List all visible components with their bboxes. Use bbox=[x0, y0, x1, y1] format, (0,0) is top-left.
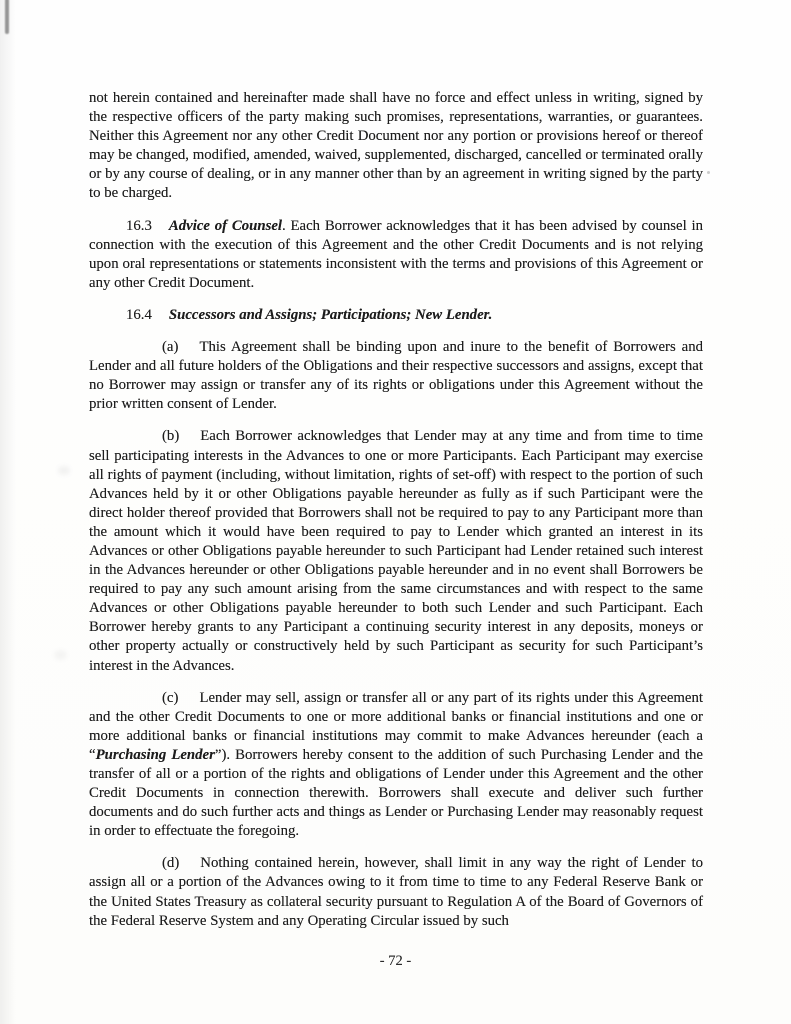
paragraph-text: Lender may sell, assign or transfer all or any part of its rights under this Agreement and the other Credit Documents to one or more additional banks or financial institutions and one or more additional banks or financial institutions may commit to make Advances hereunder (each a “ bbox=[89, 689, 703, 763]
subparagraph-c bbox=[89, 689, 703, 842]
paragraph-text: not herein contained and hereinafter made shall have no force and effect unless in writing, signed by the respective officers of the party making such promises, representations, warranties, or guarantees. Neither this Agreement nor any other Credit Document nor any portion or provisions hereof or thereof may be changed, modified, amended, waived, supplemented, discharged, cancelled or terminated orally or by any course of dealing, or in any manner other than by an agreement in writing signed by the party to be charged. bbox=[89, 90, 703, 202]
section-number: 16.3 bbox=[126, 217, 152, 234]
scan-artifact bbox=[707, 171, 710, 174]
paragraph-label: (a) bbox=[162, 339, 179, 356]
scan-artifact bbox=[58, 466, 70, 475]
page-number: - 72 - bbox=[379, 953, 412, 969]
paragraph-text: Each Borrower acknowledges that Lender may at any time and from time to time sell participating interests in the Advances to one or more Participants. Each Participant may exercise all rights of payment (including, without limitation, rights of set-off) with respect to the portion of such Advances held by it or other Obligations payable hereunder as fully as if such Participant were the direct holder thereof provided that Borrowers shall not be required to pay to any Participant more than the amount which it would have been required to pay to Lender which granted an interest in its Advances or other Obligations payable hereunder to such Participant had Lender retained such interest in the Advances hereunder or other Obligations payable hereunder and in no event shall Borrowers be required to pay any such amount arising from the same circumstances and with respect to the same Advances or other Obligations payable hereunder to both such Lender and such Participant. Each Borrower hereby grants to any Participant a continuing security interest in any deposits, moneys or other property actually or constructively held by such Participant as security for such Participant’s interest in the Advances. bbox=[89, 428, 703, 674]
page-body bbox=[89, 89, 703, 944]
paragraph-text: ”). Borrowers hereby consent to the addition of such Purchasing Lender and the transfer of all or a portion of the rights and obligations of Lender under this Agreement and the other Credit Documents in connection therewith. Borrowers shall execute and deliver such further documents and do such further acts and things as Lender or Purchasing Lender may reasonably request in order to effectuate the foregoing. bbox=[89, 746, 703, 840]
defined-term: Purchasing Lender bbox=[95, 746, 215, 763]
paragraph-text: Nothing contained herein, however, shall limit in any way the right of Lender to assign all or a portion of the Advances owing to it from time to time to any Federal Reserve Bank or the United States Treasury as collateral security pursuant to Regulation A of the Board of Governors of the Federal Reserve System and any Operating Circular issued by such bbox=[89, 855, 703, 929]
scan-edge-shadow bbox=[0, 0, 16, 1024]
section-number: 16.4 bbox=[126, 306, 152, 323]
subparagraph-b bbox=[89, 427, 703, 675]
section-title: Advice of Counsel bbox=[168, 217, 283, 234]
paragraph-label: (c) bbox=[162, 689, 179, 706]
paragraph-continuation bbox=[89, 89, 703, 204]
section-16-4 bbox=[89, 306, 703, 325]
paragraph-label: (b) bbox=[162, 428, 180, 445]
subparagraph-a bbox=[89, 338, 703, 414]
scan-artifact bbox=[54, 650, 67, 660]
section-title: Successors and Assigns; Participations; New Lender. bbox=[168, 306, 493, 323]
section-16-3 bbox=[89, 217, 703, 293]
subparagraph-d bbox=[89, 854, 703, 930]
paragraph-text: This Agreement shall be binding upon and inure to the benefit of Borrowers and Lender and all future holders of the Obligations and their respective successors and assigns, except that no Borrower may assign or transfer any of its rights or obligations under this Agreement without the prior written consent of Lender. bbox=[89, 339, 703, 413]
section-body: . Each Borrower acknowledges that it has been advised by counsel in connection with the execution of this Agreement and the other Credit Documents and is not relying upon oral representations or statements inconsistent with the terms and provisions of this Agreement or any other Credit Document. bbox=[89, 217, 703, 291]
scan-artifact bbox=[5, 0, 9, 34]
paragraph-label: (d) bbox=[162, 855, 180, 872]
